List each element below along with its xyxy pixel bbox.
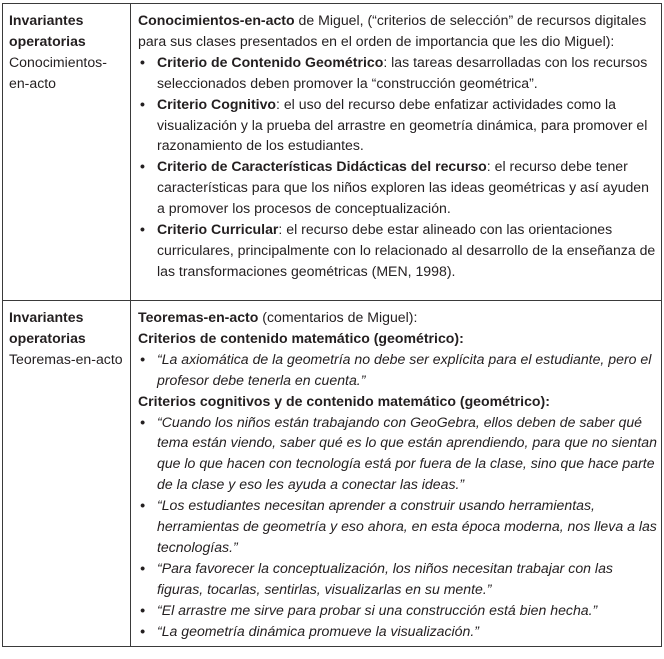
quote-item: • “Cuando los niños están trabajando con GeoGebra, ellos deben de saber qué tema están viendo, saber qué es lo que están aprendiendo, para que no sientan que lo que hacen con tecnología está por fuera de la clase, sino que hace parte de la clase y eso les ayuda a conectar las ideas.”	[138, 412, 657, 496]
quote-list	[138, 349, 657, 391]
quote-item: • “La geometría dinámica promueve la visualización.”	[138, 621, 657, 642]
criterion-text: : las tareas desarrolladas con los recursos seleccionados deben promover la “construcción geométrica”.	[157, 53, 648, 91]
intro-text: (comentarios de Miguel):	[258, 309, 418, 325]
group-title: Criterios cognitivos y de contenido matemático (geométrico):	[138, 392, 550, 409]
criterion-label: Criterio de Características Didácticas del recurso	[157, 158, 487, 175]
intro-paragraph	[138, 10, 657, 52]
row-subheading: Conocimientos-en-acto	[9, 53, 107, 91]
row-subheading: Teoremas-en-acto	[9, 350, 123, 367]
quote-item: • “Los estudiantes necesitan aprender a construir usando herramientas, herramientas de geometría y eso ahora, en esta época moderna, nos lleva a las tecnologías.”	[138, 495, 657, 558]
list-item	[138, 94, 657, 157]
row-heading: Invariantes operatorias	[9, 12, 86, 49]
row-label-cell	[3, 301, 131, 647]
intro-text: de Miguel, (“criterios de selección” de recursos digitales para sus clases presentados en el orden de importancia que les dio Miguel):	[138, 12, 647, 49]
criteria-list	[138, 52, 657, 282]
criterion-label: Criterio Curricular	[157, 221, 279, 238]
row-content-cell	[131, 301, 662, 647]
group-title: Criterios de contenido matemático (geométrico):	[138, 329, 464, 346]
quote-item: • “Para favorecer la conceptualización, los niños necesitan trabajar con las figuras, tocarlas, sentirlas, visualizarlas en su mente.”	[138, 558, 657, 600]
row-label-cell	[3, 4, 131, 301]
criterion-text: : el recurso debe estar alineado con las orientaciones curriculares, principalmente con lo relacionado al desarrollo de la enseñanza de las transformaciones geométricas (MEN, 1998).	[157, 221, 656, 279]
row-heading: Invariantes operatorias	[9, 309, 86, 346]
criterion-text: : el recurso debe tener características para que los niños exploren las ideas geométricas y así ayuden a promover los procesos de conceptualización.	[157, 158, 649, 217]
table-row-teoremas	[3, 301, 662, 647]
quote-item: • “La axiomática de la geometría no debe ser explícita para el estudiante, pero el profesor debe tenerla en cuenta.”	[138, 349, 657, 391]
list-item	[138, 219, 657, 282]
table-row-conocimientos	[3, 4, 662, 301]
criteria-table	[2, 3, 662, 647]
row-content-cell	[131, 4, 662, 301]
list-item	[138, 52, 657, 94]
criterion-label: Criterio Cognitivo	[157, 95, 277, 112]
list-item	[138, 156, 657, 219]
quote-list	[138, 412, 657, 642]
intro-bold: Teoremas-en-acto	[138, 309, 259, 325]
quote-item: • “El arrastre me sirve para probar si una construcción está bien hecha.”	[138, 600, 657, 621]
criterion-label: Criterio de Contenido Geométrico	[157, 53, 384, 70]
criterion-text: : el uso del recurso debe enfatizar actividades como la visualización y la prueba del arrastre en geometría dinámica, para promover el razonamiento de los estudiantes.	[157, 95, 648, 154]
intro-paragraph	[138, 307, 657, 328]
intro-bold: Conocimientos-en-acto	[138, 12, 295, 28]
